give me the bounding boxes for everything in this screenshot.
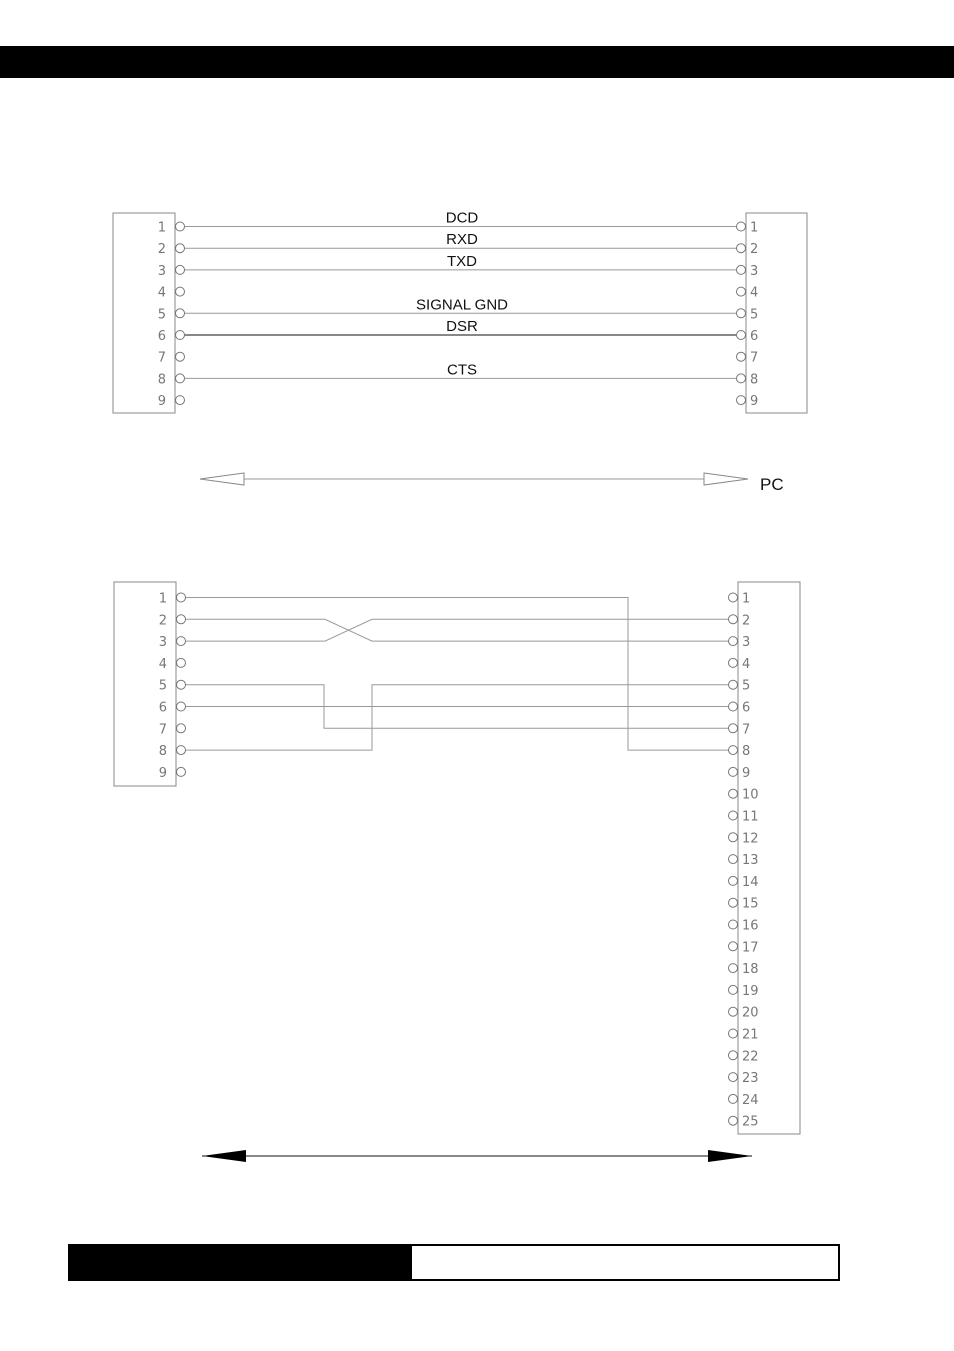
left-pin-number: 2: [158, 613, 167, 629]
right-pin-number: 1: [742, 591, 751, 607]
left-pin: [177, 658, 186, 667]
right-pin-number: 4: [742, 656, 751, 672]
right-pin-number: 16: [742, 918, 759, 934]
right-pin: [737, 396, 746, 405]
right-pin-number: 2: [750, 242, 759, 258]
right-pin-number: 17: [742, 940, 759, 956]
left-pin: [176, 287, 185, 296]
left-pin: [176, 352, 185, 361]
right-pin-number: 13: [742, 853, 759, 869]
right-pin-number: 21: [742, 1027, 759, 1043]
signal-label: CTS: [447, 361, 477, 379]
right-pin-number: 9: [742, 765, 751, 781]
right-pin-number: 1: [750, 220, 759, 236]
footer-left-block: [70, 1246, 412, 1279]
left-pin-number: 7: [158, 722, 167, 738]
right-pin-number: 3: [750, 263, 759, 279]
right-pin: [729, 855, 738, 864]
left-pin: [176, 265, 185, 274]
connection-wire: [186, 598, 729, 751]
right-pin: [729, 811, 738, 820]
right-pin-number: 20: [742, 1005, 759, 1021]
left-pin-number: 9: [157, 394, 166, 410]
right-pin-number: 22: [742, 1049, 759, 1065]
left-pin: [177, 767, 186, 776]
right-pin: [729, 767, 738, 776]
right-pin: [729, 593, 738, 602]
left-pin-number: 6: [157, 329, 166, 344]
signal-label: SIGNAL GND: [416, 296, 508, 314]
left-pin-number: 2: [157, 242, 166, 258]
left-pin: [177, 746, 186, 755]
right-pin-number: 25: [742, 1114, 759, 1130]
left-pin-number: 7: [157, 350, 166, 366]
diagram-db9-to-db9: [113, 210, 807, 495]
right-pin: [729, 1116, 738, 1125]
left-pin-number: 3: [158, 635, 167, 651]
signal-label: DSR: [446, 318, 478, 335]
left-pin: [177, 724, 186, 733]
right-pin: [729, 1073, 738, 1082]
left-pin-number: 5: [158, 678, 167, 694]
right-pin-number: 6: [750, 329, 759, 344]
right-pin-number: 7: [750, 350, 759, 366]
right-pin: [729, 833, 738, 842]
signal-label: RXD: [446, 231, 478, 249]
diagram-db9-to-db25: [114, 582, 800, 1156]
left-pin-number: 8: [157, 372, 166, 388]
right-pin: [729, 680, 738, 689]
right-pin-number: 5: [750, 307, 759, 323]
right-pin-number: 10: [742, 787, 759, 803]
left-pin: [177, 637, 186, 646]
left-pin-number: 1: [157, 220, 166, 236]
right-pin-number: 15: [742, 896, 759, 912]
left-pin: [177, 702, 186, 711]
right-pin: [729, 942, 738, 951]
right-pin-number: 23: [742, 1071, 759, 1087]
right-pin-number: 9: [750, 394, 759, 410]
left-pin-number: 6: [158, 700, 167, 716]
left-pin-number: 4: [157, 285, 166, 301]
right-pin: [737, 331, 746, 340]
signal-label: TXD: [447, 252, 477, 270]
right-pin: [729, 746, 738, 755]
left-pin: [176, 374, 185, 383]
left-pin-number: 8: [158, 744, 167, 760]
right-pin-number: 8: [742, 744, 751, 760]
left-pin: [176, 244, 185, 253]
left-pin: [176, 222, 185, 231]
right-pin: [737, 352, 746, 361]
connection-wire: [186, 619, 729, 641]
left-pin: [177, 680, 186, 689]
right-pin: [729, 964, 738, 973]
right-pin-number: 2: [742, 613, 751, 629]
left-pin: [176, 331, 185, 340]
left-pin-number: 3: [157, 263, 166, 279]
right-pin: [737, 265, 746, 274]
left-pin-number: 1: [158, 591, 167, 607]
right-pin: [737, 374, 746, 383]
right-pin-number: 6: [742, 700, 751, 716]
pc-label: PC: [760, 475, 784, 494]
right-pin: [737, 222, 746, 231]
right-pin: [729, 876, 738, 885]
right-pin-number: 11: [742, 809, 759, 825]
right-pin: [737, 244, 746, 253]
right-pin-number: 8: [750, 372, 759, 388]
right-pin: [729, 1007, 738, 1016]
right-pin: [729, 702, 738, 711]
right-pin: [729, 1029, 738, 1038]
right-pin: [729, 1094, 738, 1103]
connection-wire: [186, 619, 729, 641]
right-pin-number: 5: [742, 678, 751, 694]
right-pin-number: 3: [742, 635, 751, 651]
left-pin: [177, 615, 186, 624]
right-pin: [729, 724, 738, 733]
right-pin-number: 7: [742, 722, 751, 738]
right-pin: [737, 309, 746, 318]
left-pin: [177, 593, 186, 602]
left-pin: [176, 309, 185, 318]
right-pin-number: 24: [742, 1092, 759, 1108]
right-pin: [729, 1051, 738, 1060]
footer-bar: [68, 1244, 840, 1281]
right-pin: [729, 658, 738, 667]
connection-wire: [186, 685, 729, 750]
right-pin-number: 19: [742, 983, 759, 999]
right-pin: [729, 789, 738, 798]
right-pin-number: 12: [742, 831, 759, 847]
left-pin-number: 5: [157, 307, 166, 323]
right-pin: [729, 985, 738, 994]
right-pin: [729, 898, 738, 907]
signal-label: DCD: [445, 209, 479, 227]
right-pin-number: 4: [750, 285, 759, 301]
left-pin: [176, 396, 185, 405]
left-pin-number: 9: [158, 765, 167, 781]
left-pin-number: 4: [158, 656, 167, 672]
right-pin: [729, 637, 738, 646]
right-pin: [729, 920, 738, 929]
footer-right-block: [412, 1246, 838, 1279]
right-pin-number: 14: [742, 874, 759, 890]
right-pin: [737, 287, 746, 296]
right-pin: [729, 615, 738, 624]
right-pin-number: 18: [742, 962, 759, 978]
